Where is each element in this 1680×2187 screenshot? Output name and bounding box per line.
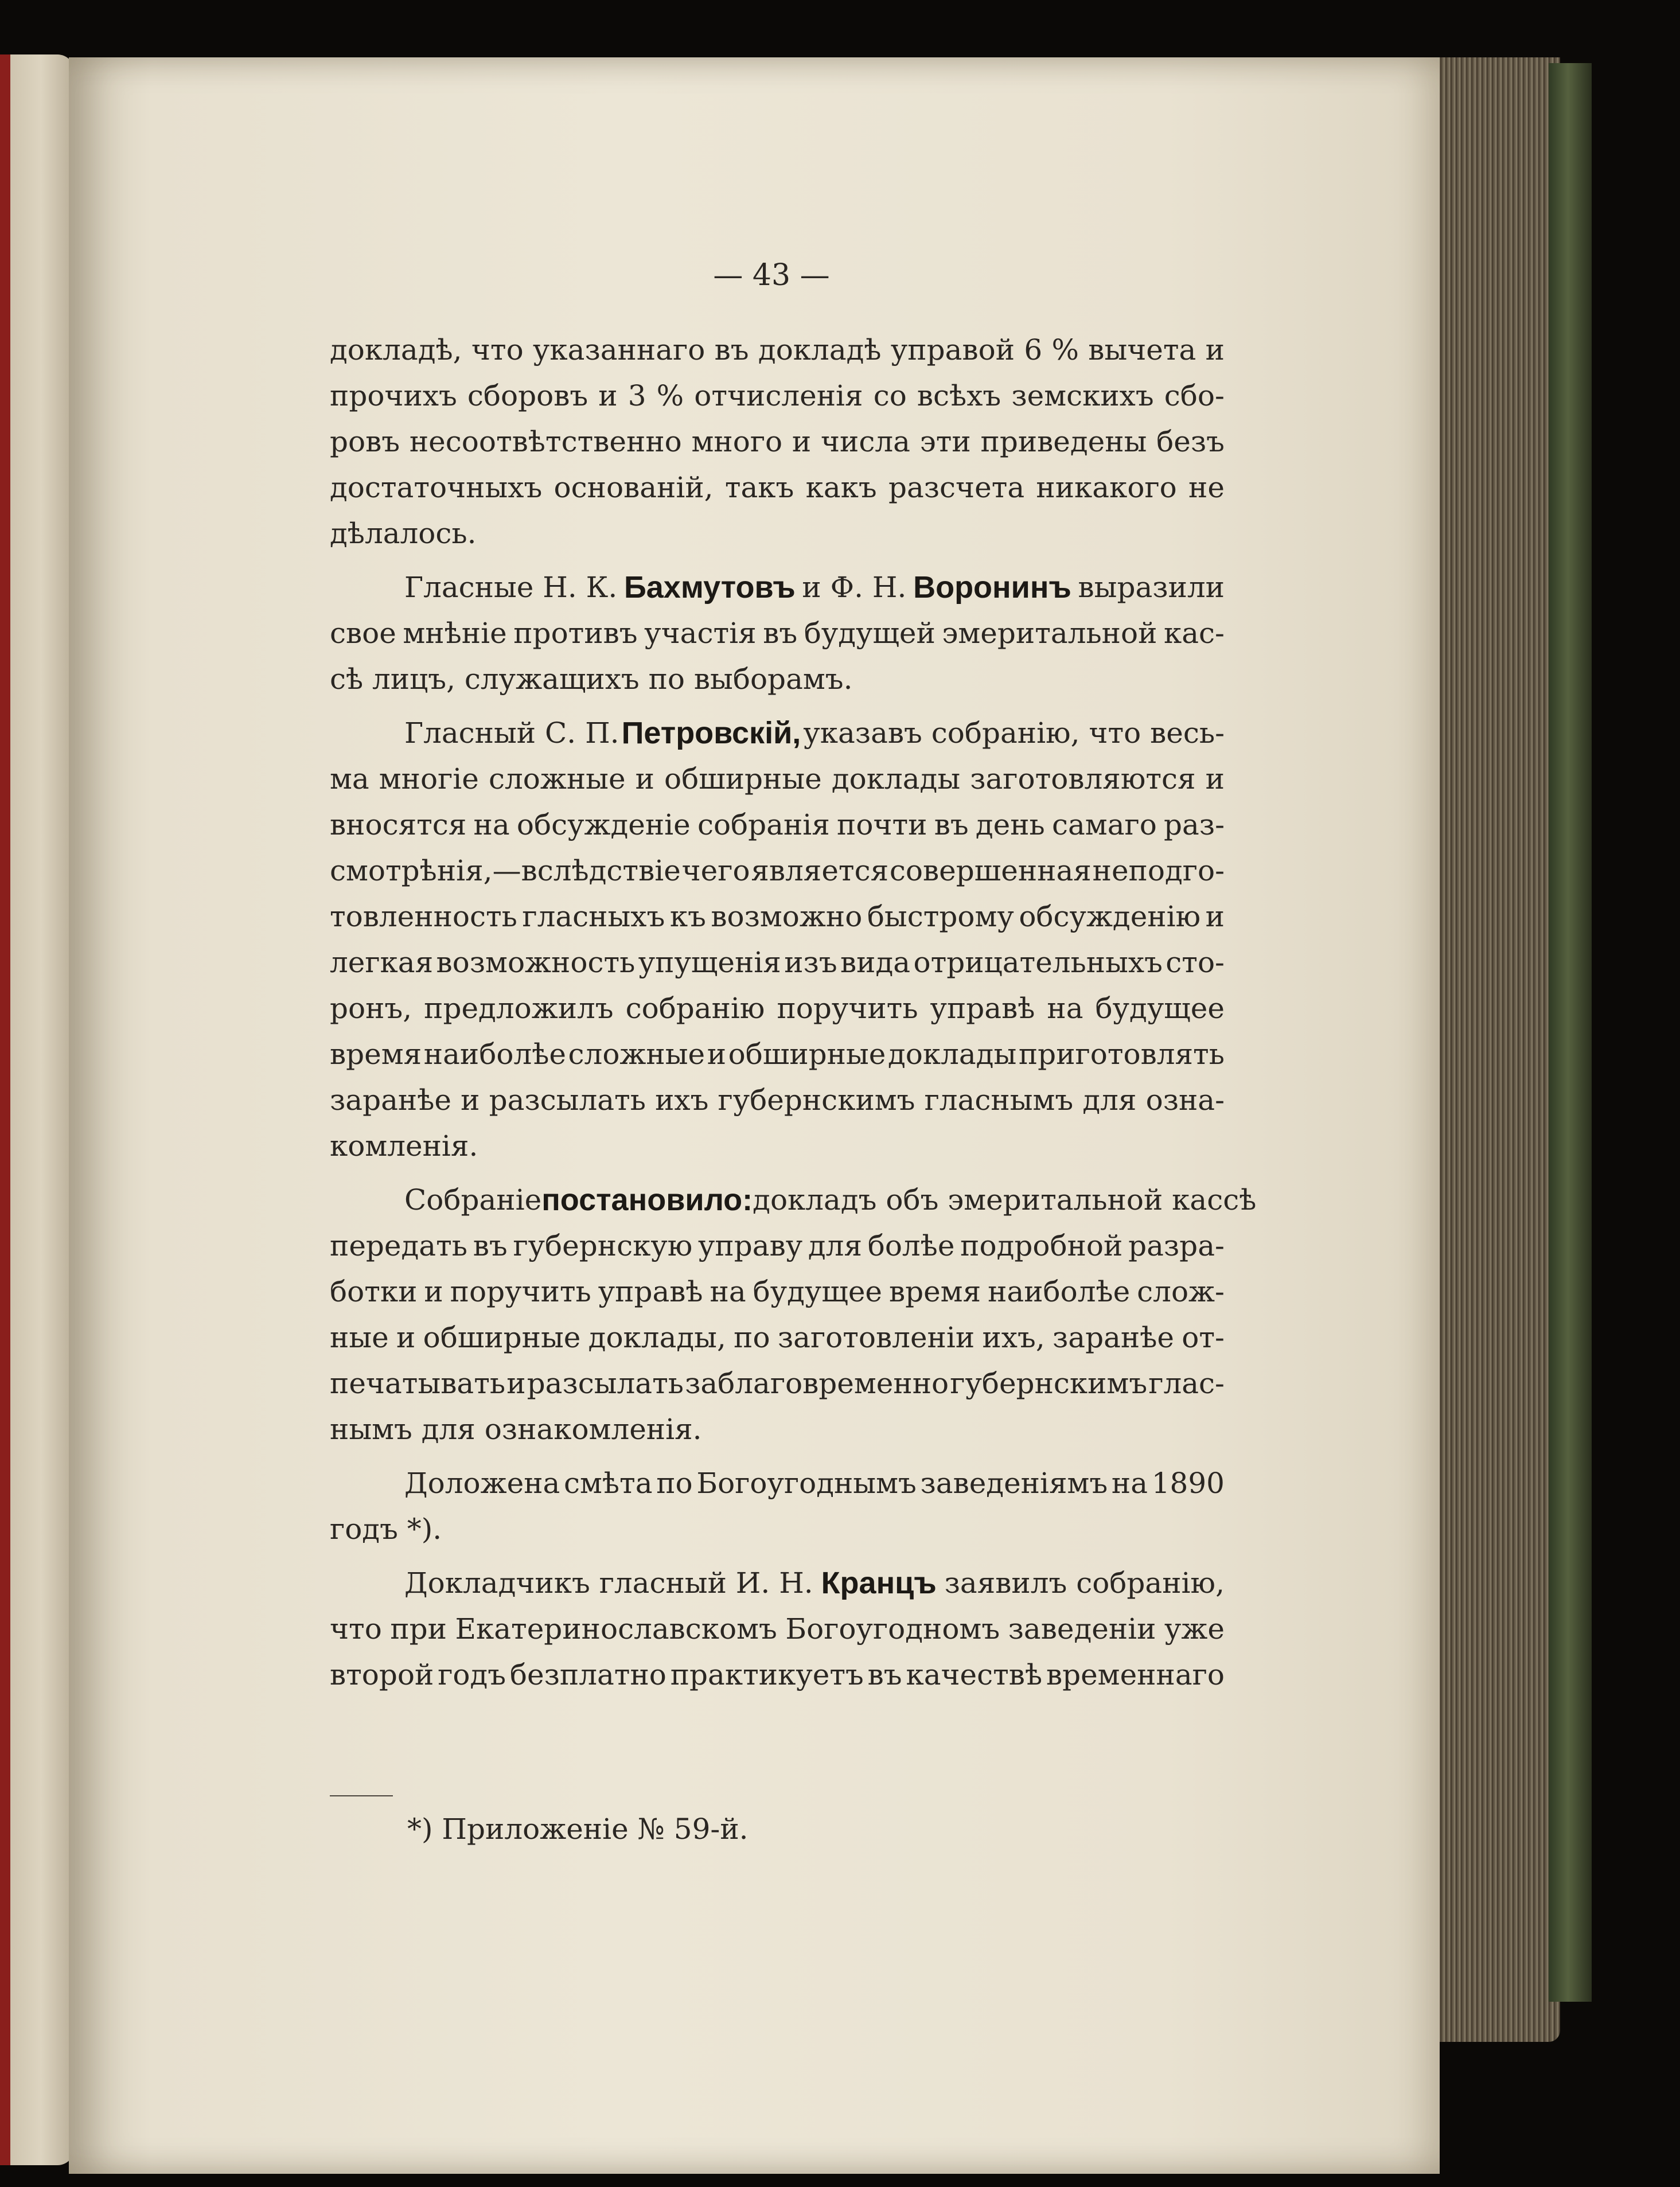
word: на [710,1275,746,1308]
word: докладѣ, [330,333,462,367]
book-cover-edge [1549,63,1592,2002]
word: при [390,1612,447,1646]
footnote-divider [330,1795,393,1796]
word: и [1205,333,1225,367]
word: практикуетъ [670,1658,864,1691]
word: заранѣе [330,1083,451,1117]
word: сбо- [1164,379,1225,412]
word: всѣхъ [917,379,1001,412]
word: въ [714,333,749,367]
word: легкая [330,946,434,979]
word: Екатеринославскомъ [455,1612,777,1646]
word: эмеритальной [942,617,1157,650]
word: возможно [711,900,863,933]
word: числа [821,425,910,458]
text-line [330,894,1225,939]
word: безъ [1156,425,1225,458]
text-line [330,1031,1225,1077]
word: сложные [568,1038,705,1071]
word: безплатно [509,1658,666,1691]
word: къ [669,900,706,933]
word: на [1047,992,1083,1025]
word: по [656,1467,693,1500]
word: будущее [753,1275,882,1308]
text-line [330,419,1225,465]
word: на [473,808,510,841]
word: и [396,1321,416,1354]
word: озна- [1145,1083,1225,1117]
word: гласныхъ [522,900,665,933]
word: раз- [1163,808,1225,841]
word: возможность [436,946,636,979]
word: въ [473,1229,508,1262]
word: эти [919,425,971,458]
text-line: комленія. [330,1129,478,1163]
word: губернскую [513,1229,693,1262]
word: разсчета [888,471,1025,504]
word: со [873,379,907,412]
word: управѣ [598,1275,703,1308]
word: годъ [438,1658,506,1691]
text-line [330,327,1225,373]
word: на [1111,1467,1148,1500]
word: быстрому [867,900,1014,933]
word: управой [890,333,1015,367]
word: обширные [728,1038,886,1071]
word: отрицательныхъ [913,946,1163,979]
text-line: дѣлалось. [330,517,477,550]
word: основаній, [553,471,714,504]
word: по [734,1321,770,1354]
word: и [506,1367,526,1400]
word: будущей [804,617,936,650]
text-line: Гласные Н. К. Бахмутовъ и Ф. Н. Воронинъ выразили [330,564,1225,610]
word: достаточныхъ [330,471,543,504]
word: неподго- [1092,854,1225,887]
word: мнѣніе [403,617,507,650]
text-line: Докладчикъ гласный И. Н. Кранцъ заявилъ собранію, [330,1560,1225,1606]
speaker-name: Воронинъ [913,570,1071,605]
text-line: Гласный С. П. Петровскій, указавъ собранію, что весь- [330,710,1225,756]
word: ботки [330,1275,418,1308]
word: упущенія [638,946,781,979]
text-line [330,802,1225,848]
word: въ [934,808,969,841]
word: 6 [1024,333,1043,367]
word: поручить [450,1275,591,1308]
word: для [808,1229,862,1262]
word: и [1205,900,1225,933]
word: смѣта [564,1467,653,1500]
word: и [1205,762,1225,796]
page-body [330,327,1257,1698]
word: обсужденіе [516,808,691,841]
word: печатывать [330,1367,506,1400]
word: доклады [887,1038,1017,1071]
word: 1890 [1151,1467,1225,1500]
text-line: сѣ лицъ, служащихъ по выборамъ. [330,662,853,696]
book-page [69,57,1440,2174]
text-line [330,1360,1225,1406]
word: ные [330,1321,389,1354]
word: ихъ, [982,1321,1045,1354]
word: и [598,379,618,412]
footnote: *) Приложеніе № 59-й. [407,1812,749,1846]
word: Доложена [404,1467,560,1500]
word: Богоугоднымъ [696,1467,917,1500]
word: сто- [1166,946,1225,979]
word: обширные [423,1321,581,1354]
text-line [330,373,1225,419]
word: товленность [330,900,517,933]
text-line [330,848,1225,894]
resolution-keyword: постановило: [541,1183,753,1217]
text-line [330,1223,1225,1269]
word: наиболѣе [988,1275,1131,1308]
word: управу [698,1229,803,1262]
word: сложные [488,762,626,796]
word: поручить [777,992,918,1025]
word: участія [644,617,757,650]
word: доклады [831,762,961,796]
speaker-name: Петровскій, [621,716,801,750]
word: губернскимъ [950,1367,1148,1400]
word: разра- [1128,1229,1225,1262]
word: собранія [697,808,830,841]
word: такъ [724,471,794,504]
word: заранѣе [1053,1321,1174,1354]
word: что [330,1612,382,1646]
word: % [1051,333,1079,367]
previous-page-edge [0,54,75,2165]
word: чего [681,854,750,887]
word: и [635,762,654,796]
word: указаннаго [533,333,705,367]
word: глас- [1148,1367,1225,1400]
word: сборовъ [467,379,588,412]
word: подробной [960,1229,1123,1262]
word: заготовленіи [777,1321,975,1354]
word: ронъ, [330,992,412,1025]
word: въ [867,1658,902,1691]
word: разсылать [489,1083,646,1117]
text-line: Собраніе постановило: докладъ объ эмеритальной кассѣ [330,1177,1225,1223]
word: почти [837,808,927,841]
word: собранію [625,992,765,1025]
text-line: нымъ для ознакомленія. [330,1413,702,1446]
text-line [330,465,1225,510]
word: % [656,379,684,412]
text-line [330,1077,1225,1123]
word: земскихъ [1011,379,1154,412]
word: какъ [805,471,877,504]
word: день [975,808,1045,841]
word: отчисленія [694,379,863,412]
word: приведены [980,425,1147,458]
word: заведеніямъ [920,1467,1108,1500]
word: многіе [379,762,479,796]
word: наиболѣе [423,1038,566,1071]
word: является [751,854,889,887]
page-number: — 43 — [713,258,830,293]
word: время [330,1038,422,1071]
word: приготовлять [1018,1038,1225,1071]
word: предложилъ [424,992,614,1025]
word: обширные [664,762,822,796]
word: ихъ [655,1083,709,1117]
word: от- [1182,1321,1225,1354]
word: гласнымъ [924,1083,1074,1117]
word: качествѣ [906,1658,1043,1691]
text-line [330,1606,1225,1652]
word: заблаговременно [685,1367,949,1400]
word: и [792,425,812,458]
word: вида [840,946,911,979]
word: докладѣ [758,333,882,367]
word: Богоугодномъ [785,1612,1000,1646]
word: будущее [1095,992,1225,1025]
word: никакого [1036,471,1177,504]
word: несоотвѣтственно [409,425,682,458]
text-line [330,1315,1225,1360]
speaker-name: Бахмутовъ [623,570,796,605]
word: передать [330,1229,467,1262]
word: кас- [1163,617,1225,650]
word: болѣе [867,1229,955,1262]
word: ровъ [330,425,400,458]
word: ма [330,762,369,796]
text-line [330,1652,1225,1698]
word: уже [1164,1612,1225,1646]
text-line [330,756,1225,802]
word: заведеніи [1008,1612,1156,1646]
word: свое [330,617,396,650]
word: противъ [513,617,638,650]
word: заготовляются [970,762,1196,796]
word: обсужденію [1019,900,1201,933]
word: время [888,1275,981,1308]
text-line [330,1460,1225,1506]
word: доклады, [588,1321,726,1354]
word: и [707,1038,727,1071]
word: совершенная [889,854,1092,887]
word: для [1082,1083,1137,1117]
word: прочихъ [330,379,457,412]
word: въ [763,617,798,650]
word: вносятся [330,808,467,841]
speaker-name: Кранцъ [821,1566,937,1600]
word: самаго [1051,808,1157,841]
word: вычета [1088,333,1196,367]
word: что [471,333,524,367]
text-line: годъ *). [330,1512,442,1546]
text-line [330,985,1225,1031]
word: управѣ [930,992,1035,1025]
word: губернскимъ [718,1083,915,1117]
word: временнаго [1046,1658,1225,1691]
word: и [461,1083,480,1117]
text-line [330,939,1225,985]
word: смотрѣнія,—вслѣдствіе [330,854,681,887]
word: и [424,1275,443,1308]
word: разсылать [527,1367,684,1400]
text-line [330,1269,1225,1315]
text-line [330,610,1225,656]
word: слож- [1137,1275,1225,1308]
word: второй [330,1658,434,1691]
word: много [691,425,783,458]
word: изъ [784,946,837,979]
word: не [1188,471,1225,504]
word: 3 [627,379,646,412]
